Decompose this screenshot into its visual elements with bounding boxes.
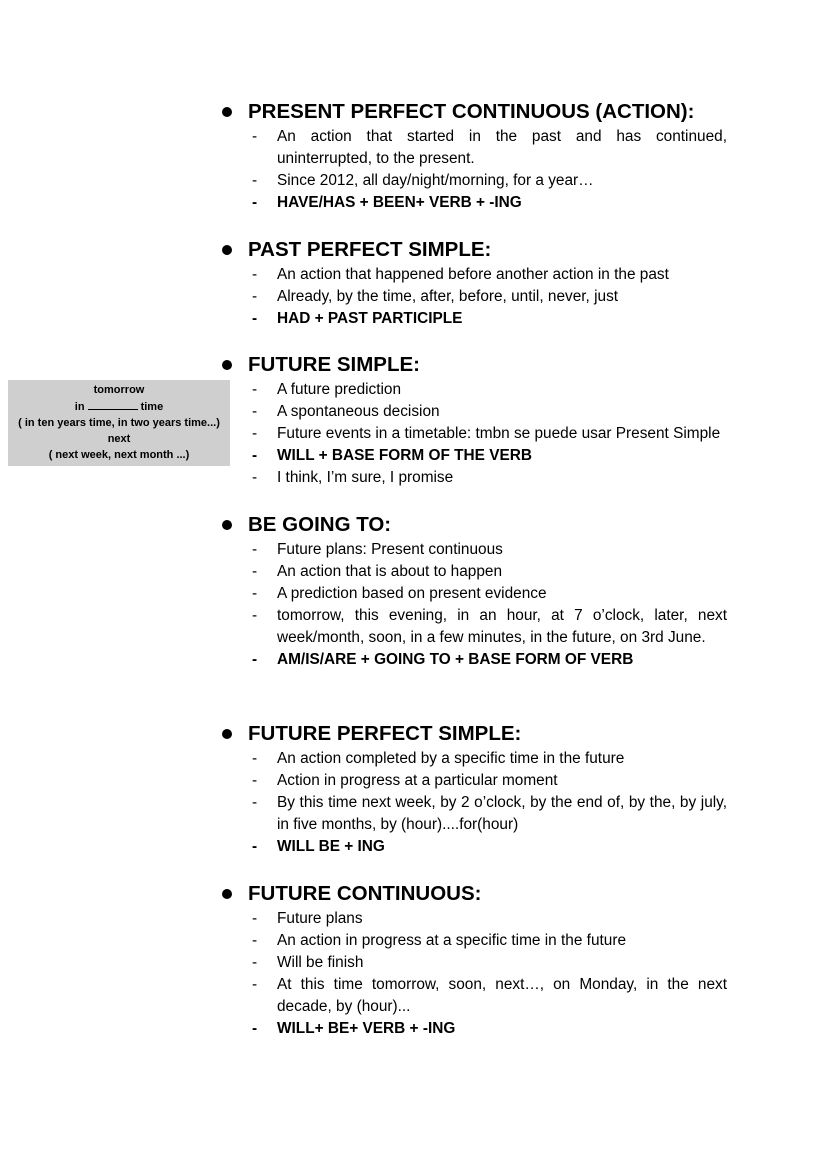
item-list	[222, 539, 767, 671]
note-line: ( next week, next month ...)	[48, 449, 190, 461]
section-title: FUTURE PERFECT SIMPLE:	[222, 721, 767, 747]
list-item: - tomorrow, this evening, in an hour, at 7 o’clock, later, next week/month, soon, in a few minutes, in the future, on 3rd June.	[252, 607, 727, 646]
section-title: BE GOING TO:	[222, 512, 767, 538]
bullet-icon	[222, 107, 232, 117]
section-title: PAST PERFECT SIMPLE:	[222, 237, 767, 263]
bullet-icon	[222, 520, 232, 530]
dash-icon: -	[252, 651, 258, 668]
dash-icon: -	[252, 194, 258, 211]
list-item: - A future prediction	[222, 379, 767, 401]
note-line: ( in ten years time, in two years time...)	[18, 417, 220, 429]
time-expressions-note	[8, 380, 230, 466]
list-item: - Future events in a timetable: tmbn se puede usar Present Simple	[222, 423, 767, 445]
dash-icon: -	[252, 772, 258, 789]
dash-icon: -	[252, 310, 258, 327]
list-item: - A prediction based on present evidence	[222, 583, 767, 605]
list-item: - An action in progress at a specific time in the future	[222, 930, 767, 952]
section-future-simple	[222, 352, 767, 489]
list-item: - An action that happened before another action in the past	[222, 264, 767, 286]
note-line: next	[107, 433, 131, 445]
formula-item: - HAVE/HAS + BEEN+ VERB + -ING	[222, 192, 767, 214]
list-item: - An action completed by a specific time in the future	[222, 748, 767, 770]
dash-icon: -	[252, 541, 258, 558]
item-list	[222, 748, 767, 858]
dash-icon: -	[252, 954, 258, 971]
formula-item: - WILL+ BE+ VERB + -ING	[222, 1018, 767, 1040]
section-be-going-to	[222, 512, 767, 671]
dash-icon: -	[252, 381, 258, 398]
dash-icon: -	[252, 288, 258, 305]
dash-icon: -	[252, 128, 258, 145]
item-list	[222, 908, 767, 1040]
formula-item: - HAD + PAST PARTICIPLE	[222, 308, 767, 330]
bullet-icon	[222, 729, 232, 739]
list-item: - At this time tomorrow, soon, next…, on Monday, in the next decade, by (hour)...	[252, 976, 727, 1015]
list-item: - Future plans	[222, 908, 767, 930]
list-item: - Will be finish	[222, 952, 767, 974]
dash-icon: -	[252, 469, 258, 486]
bullet-icon	[222, 889, 232, 899]
dash-icon: -	[252, 750, 258, 767]
dash-icon: -	[252, 172, 258, 189]
section-title: PRESENT PERFECT CONTINUOUS (ACTION):	[222, 99, 767, 125]
dash-icon: -	[252, 910, 258, 927]
list-item: - By this time next week, by 2 o’clock, by the end of, by the, by july, in five months, by (hour)....for(hour)	[252, 794, 727, 833]
section-future-perfect-simple	[222, 721, 767, 858]
note-line: tomorrow	[93, 384, 145, 396]
dash-icon: -	[252, 563, 258, 580]
list-item: - An action that is about to happen	[222, 561, 767, 583]
note-line-blank: in time	[8, 398, 230, 415]
dash-icon: -	[252, 607, 258, 624]
fill-blank	[88, 398, 138, 410]
section-title: FUTURE CONTINUOUS:	[222, 881, 767, 907]
dash-icon: -	[252, 838, 258, 855]
dash-icon: -	[252, 403, 258, 420]
section-present-perfect-continuous	[222, 99, 767, 214]
list-item: - A spontaneous decision	[222, 401, 767, 423]
dash-icon: -	[252, 425, 258, 442]
list-item: - Since 2012, all day/night/morning, for a year…	[222, 170, 767, 192]
list-item: - An action that started in the past and has continued, uninterrupted, to the present.	[252, 128, 727, 167]
item-list	[222, 126, 767, 214]
formula-item: - AM/IS/ARE + GOING TO + BASE FORM OF VERB	[222, 649, 767, 671]
list-item: - Already, by the time, after, before, until, never, just	[222, 286, 767, 308]
section-future-continuous	[222, 881, 767, 1040]
dash-icon: -	[252, 976, 258, 993]
section-title: FUTURE SIMPLE:	[222, 352, 767, 378]
dash-icon: -	[252, 932, 258, 949]
bullet-icon	[222, 360, 232, 370]
dash-icon: -	[252, 794, 258, 811]
dash-icon: -	[252, 447, 258, 464]
bullet-icon	[222, 245, 232, 255]
item-list	[222, 264, 767, 330]
list-item: - Action in progress at a particular moment	[222, 770, 767, 792]
list-item: - Future plans: Present continuous	[222, 539, 767, 561]
dash-icon: -	[252, 266, 258, 283]
dash-icon: -	[252, 585, 258, 602]
formula-item: - WILL BE + ING	[222, 836, 767, 858]
list-item: - I think, I’m sure, I promise	[222, 467, 767, 489]
section-past-perfect-simple	[222, 237, 767, 330]
dash-icon: -	[252, 1020, 258, 1037]
item-list	[222, 379, 767, 489]
formula-item: - WILL + BASE FORM OF THE VERB	[222, 445, 767, 467]
